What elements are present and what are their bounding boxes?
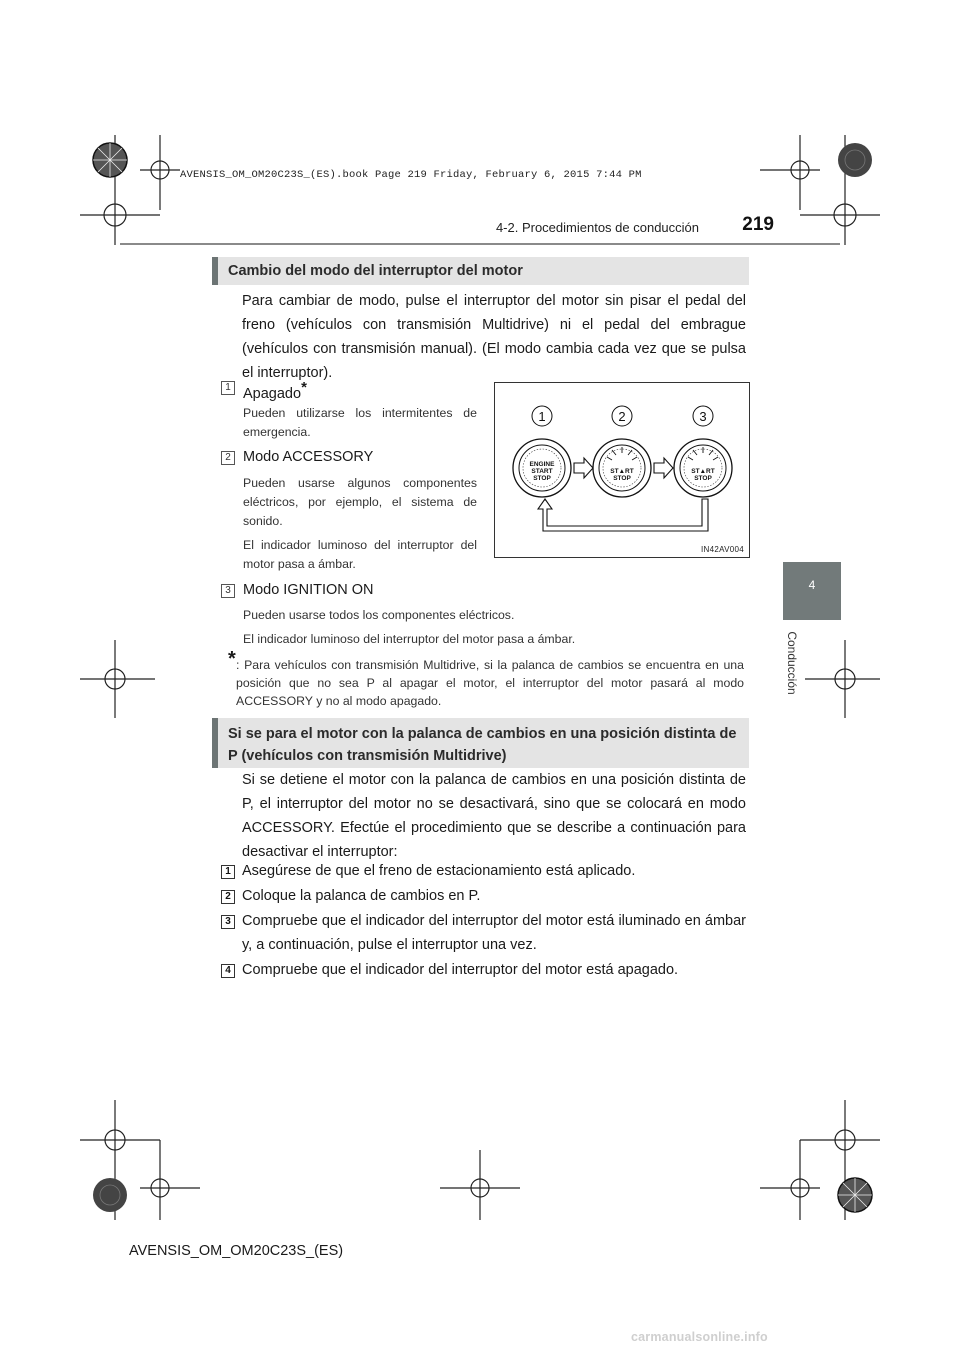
step-text: Coloque la palanca de cambios en P. — [242, 888, 481, 904]
callout-2: 2 — [618, 409, 626, 424]
item-number-2: 2 — [221, 451, 235, 465]
step-text: Asegúrese de que el freno de estacionamiento está aplicado. — [242, 863, 636, 879]
item-note: Pueden utilizarse los intermitentes de emergencia. — [243, 406, 477, 439]
item-label-off: Apagado* — [243, 379, 307, 402]
figure-code: IN42AV004 — [700, 545, 744, 554]
arrow-right-icon — [574, 458, 593, 478]
header-rule — [120, 243, 840, 245]
engine-switch-diagram — [495, 383, 749, 557]
step-number-4: 4 — [221, 964, 235, 978]
button-label: ENGINE — [529, 461, 555, 468]
section-title: 4-2. Procedimientos de conducción — [495, 220, 699, 235]
button-label: STOP — [694, 475, 712, 482]
button-label: ST▲RT — [610, 468, 634, 475]
item-note: El indicador luminoso del interruptor del motor pasa a ámbar. — [243, 538, 477, 571]
item-note: Pueden usarse algunos componentes eléctricos, por ejemplo, el sistema de sonido. — [243, 476, 477, 528]
footnote-marker: * — [228, 648, 236, 670]
book-stamp: AVENSIS_OM_OM20C23S_(ES).book Page 219 Friday, February 6, 2015 7:44 PM — [180, 169, 642, 181]
step-text: Compruebe que el indicador del interruptor del motor está apagado. — [242, 962, 679, 978]
watermark: carmanualsonline.info — [631, 1330, 768, 1344]
step-number-2: 2 — [221, 890, 235, 904]
step-number-1: 1 — [221, 865, 235, 879]
item-label-accessory: Modo ACCESSORY — [243, 449, 374, 465]
arrow-right-icon — [654, 458, 673, 478]
section-heading-engine-switch-mode: Cambio del modo del interruptor del motor — [212, 257, 749, 285]
chapter-label: Conducción — [785, 631, 799, 695]
return-arrow-icon — [538, 499, 708, 531]
button-label: START — [531, 468, 553, 475]
section-intro: Para cambiar de modo, pulse el interruptor del motor sin pisar el pedal del freno (vehículos con transmisión Multidrive) ni el pedal del embrague (vehículos con transmisión manual). (El modo cambia cada vez que se pulsa el interruptor). — [242, 293, 746, 381]
step-text: Compruebe que el indicador del interruptor del motor está iluminado en ámbar y, a continuación, pulse el interruptor una vez. — [242, 913, 746, 953]
button-label: STOP — [613, 475, 631, 482]
section-heading-engine-stop-not-p: Si se para el motor con la palanca de cambios en una posición distinta de P (vehículos con transmisión Multidrive) — [212, 718, 749, 768]
button-label: STOP — [533, 475, 551, 482]
step-number-3: 3 — [221, 915, 235, 929]
engine-switch-figure — [494, 382, 750, 558]
button-label: ST▲RT — [691, 468, 715, 475]
section-intro: Si se detiene el motor con la palanca de cambios en una posición distinta de P, el interruptor del motor no se desactivará, sino que se colocará en modo ACCESSORY. Efectúe el procedimiento que se describe a continuación para desactivar el interruptor: — [242, 772, 746, 860]
callout-1: 1 — [538, 409, 546, 424]
item-number-1: 1 — [221, 381, 235, 395]
chapter-number: 4 — [808, 578, 816, 592]
item-note: Pueden usarse todos los componentes eléctricos. — [243, 608, 515, 622]
item-note: El indicador luminoso del interruptor del motor pasa a ámbar. — [243, 632, 576, 646]
footer-doc-code: AVENSIS_OM_OM20C23S_(ES) — [129, 1243, 344, 1259]
footnote-text: : Para vehículos con transmisión Multidrive, si la palanca de cambios se encuentra en una posición que no sea P al apagar el motor, el interruptor del motor pasará al modo ACCESSORY y no al modo apagado. — [236, 658, 744, 708]
page-number: 219 — [742, 214, 774, 235]
item-label-ignition-on: Modo IGNITION ON — [243, 582, 374, 598]
callout-3: 3 — [699, 409, 707, 424]
item-number-3: 3 — [221, 584, 235, 598]
